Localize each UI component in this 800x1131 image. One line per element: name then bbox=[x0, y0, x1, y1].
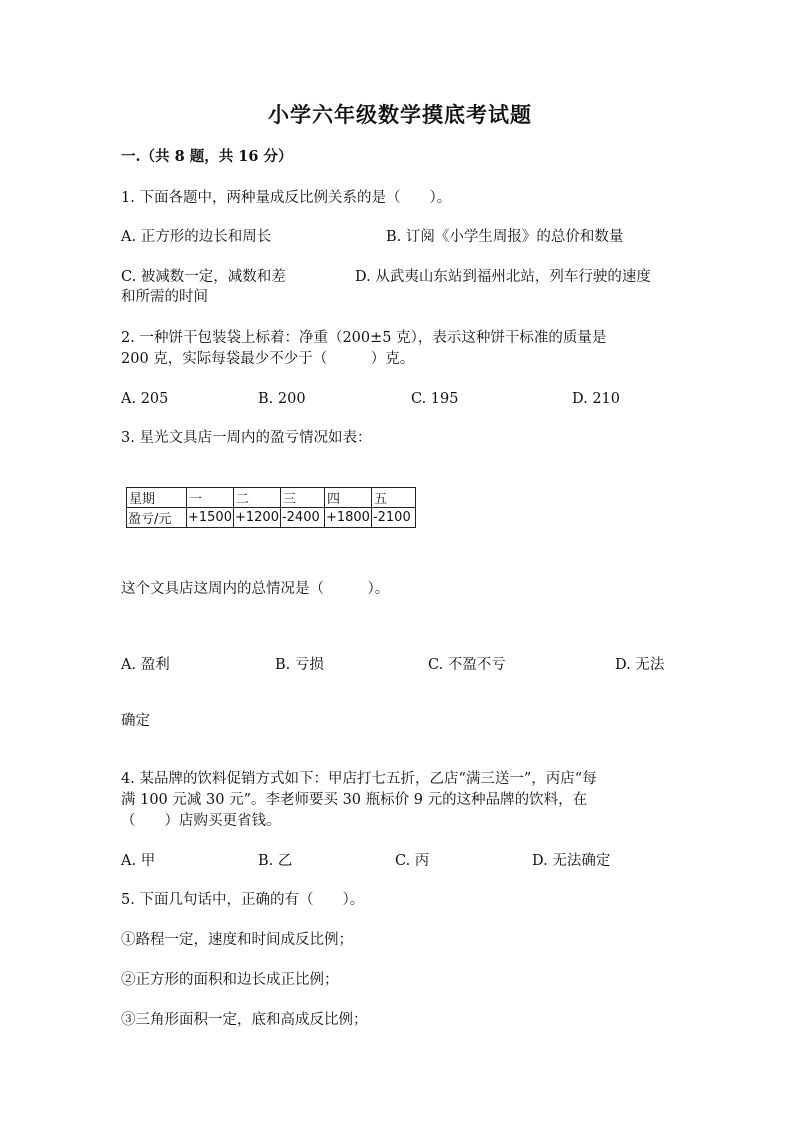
q2-stem-line-2: 200 克，实际每袋最少不少于（ ）克。 bbox=[121, 351, 415, 367]
q1-stem: 1. 下面各题中，两种量成反比例关系的是（ ）。 bbox=[121, 190, 452, 206]
q3-option-b: B. 亏损 bbox=[275, 657, 324, 673]
q2-stem-line-1: 2. 一种饼干包装袋上标着：净重（200±5 克），表示这种饼干标准的质量是 bbox=[121, 330, 607, 346]
table-cell: -2400 bbox=[280, 508, 324, 528]
q2-option-b: B. 200 bbox=[258, 391, 306, 407]
q2-option-a: A. 205 bbox=[121, 391, 169, 407]
table-header-cell: 一 bbox=[187, 488, 234, 508]
table-header-cell: 五 bbox=[371, 488, 415, 508]
table-cell: -2100 bbox=[371, 508, 415, 528]
q4-stem-line-3: （ ）店购买更省钱。 bbox=[121, 813, 281, 829]
table-row bbox=[127, 508, 416, 528]
q4-option-c: C. 丙 bbox=[395, 853, 430, 869]
section-heading: 一.（共 8 题，共 16 分） bbox=[121, 148, 293, 165]
q1-option-b: B. 订阅《小学生周报》的总价和数量 bbox=[386, 229, 624, 245]
page-title: 小学六年级数学摸底考试题 bbox=[268, 102, 532, 127]
table-header-cell: 三 bbox=[280, 488, 324, 508]
q3-stem: 3. 星光文具店一周内的盈亏情况如表： bbox=[121, 430, 372, 446]
q1-option-c: C. 被减数一定，减数和差 bbox=[121, 269, 286, 285]
q3-option-d-continued: 确定 bbox=[121, 713, 150, 729]
q4-stem-line-2: 满 100 元减 30 元”。李老师要买 30 瓶标价 9 元的这种品牌的饮料，在 bbox=[121, 792, 588, 808]
q1-option-d: D. 从武夷山东站到福州北站，列车行驶的速度 bbox=[355, 269, 651, 285]
q3-question: 这个文具店这周内的总情况是（ ）。 bbox=[121, 581, 390, 597]
table-cell: 盈亏/元 bbox=[127, 508, 187, 528]
table-header-row bbox=[127, 488, 416, 508]
q3-option-d: D. 无法 bbox=[615, 657, 665, 673]
q4-option-a: A. 甲 bbox=[121, 853, 156, 869]
q3-option-a: A. 盈利 bbox=[121, 657, 170, 673]
table-cell: +1200 bbox=[233, 508, 280, 528]
table-cell: +1500 bbox=[187, 508, 234, 528]
q1-option-a: A. 正方形的边长和周长 bbox=[121, 229, 272, 245]
q4-option-b: B. 乙 bbox=[258, 853, 293, 869]
q4-option-d: D. 无法确定 bbox=[532, 853, 611, 869]
q5-statement-2: ②正方形的面积和边长成正比例； bbox=[121, 972, 339, 988]
q4-stem-line-1: 4. 某品牌的饮料促销方式如下：甲店打七五折，乙店“满三送一”，丙店“每 bbox=[121, 771, 597, 787]
q3-option-c: C. 不盈不亏 bbox=[428, 657, 506, 673]
q5-statement-3: ③三角形面积一定，底和高成反比例； bbox=[121, 1012, 368, 1028]
table-header-cell: 星期 bbox=[127, 488, 187, 508]
q5-statement-1: ①路程一定，速度和时间成反比例； bbox=[121, 932, 353, 948]
table-cell: +1800 bbox=[324, 508, 371, 528]
q2-option-d: D. 210 bbox=[572, 391, 621, 407]
q1-option-d-continued: 和所需的时间 bbox=[121, 289, 208, 305]
table-header-cell: 二 bbox=[233, 488, 280, 508]
table-header-cell: 四 bbox=[324, 488, 371, 508]
profit-loss-table bbox=[126, 487, 416, 528]
q2-option-c: C. 195 bbox=[411, 391, 459, 407]
q5-stem: 5. 下面几句话中，正确的有（ ）。 bbox=[121, 892, 365, 908]
